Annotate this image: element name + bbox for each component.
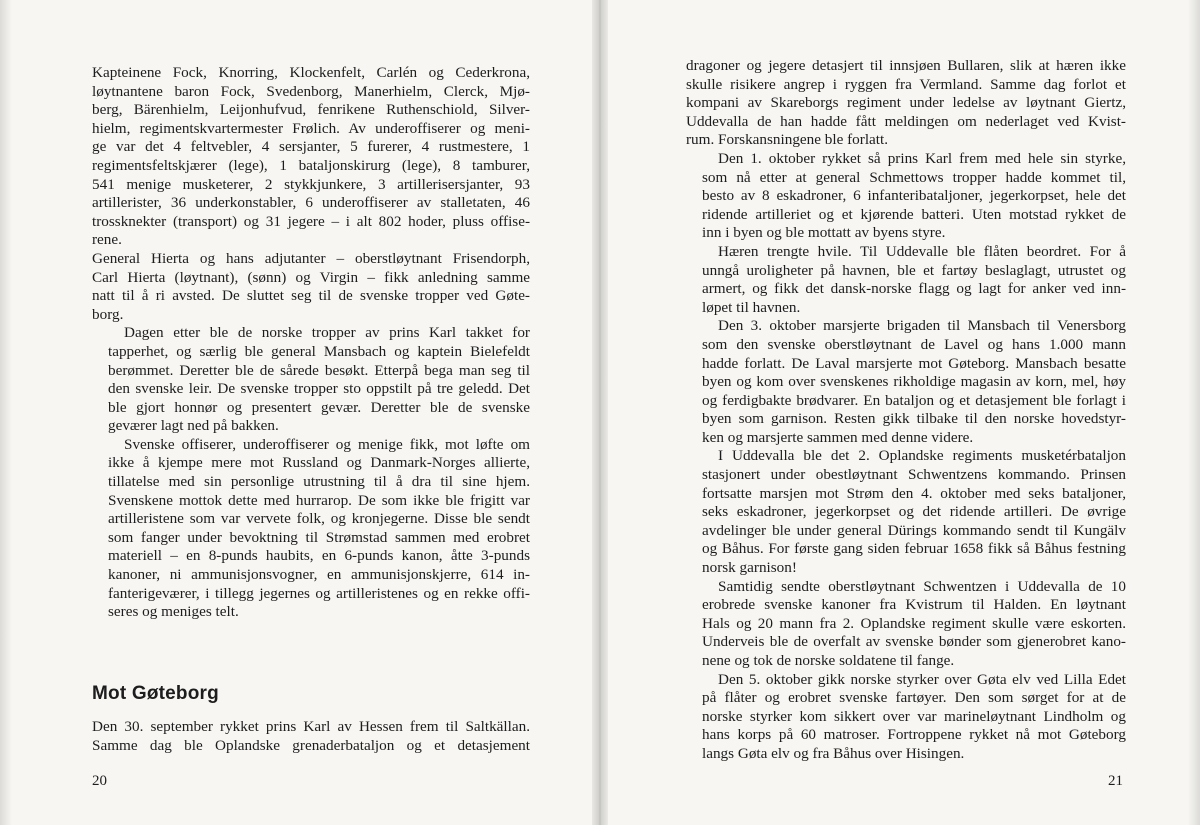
text-line: norsk garnison!	[702, 559, 797, 577]
text-line: byen som garnison. Resten gikk tilbake til den norske hovedstyr-	[702, 410, 1126, 428]
paragraph	[686, 447, 1126, 577]
paragraph	[92, 324, 530, 436]
text-line: Samme dag ble Oplandske grenaderbataljon og et detasjement	[92, 736, 530, 754]
text-line: på flåter og erobret svenske fartøyer. Den som sørget for at de	[702, 689, 1126, 707]
text-line: hans korps på 60 matroser. Fortroppene rykket nå mot Gøteborg	[702, 726, 1126, 744]
right-page	[600, 0, 1200, 825]
left-page-body-text	[92, 64, 530, 622]
paragraph	[686, 578, 1126, 671]
text-line: I Uddevalla ble det 2. Oplandske regiments musketérbataljon	[718, 447, 1126, 465]
text-line: Svenske offiserer, underoffiserer og menige fikk, mot løfte om	[124, 435, 530, 453]
text-line: ken og marsjerte sammen med denne videre.	[702, 428, 974, 446]
text-line: dragoner og jegere detasjert til innsjøen Bullaren, slik at hæren ikke	[686, 57, 1126, 74]
text-line: Samtidig sendte oberstløytnant Schwentzen i Uddevalla de 10	[718, 577, 1126, 595]
text-line: inn i byen og ble mottatt av byens styre.	[702, 224, 946, 242]
text-line: natt til å ri avsted. De sluttet seg til de svenske tropper ved Gøte-	[92, 287, 530, 305]
book-gutter	[592, 0, 608, 825]
page-edge-shadow	[0, 0, 12, 825]
paragraph	[686, 57, 1126, 150]
text-line: Carl Hierta (løytnant), (sønn) og Virgin – fikk anledning samme	[92, 268, 530, 286]
text-line: Dagen etter ble de norske tropper av prins Karl takket for	[124, 324, 530, 342]
text-line: kompani av Skareborgs regiment under ledelse av løytnant Giertz,	[686, 94, 1126, 112]
paragraph	[92, 250, 530, 324]
text-line: byen og kom over svenskenes rikholdige magasin av korn, mel, høy	[702, 373, 1126, 391]
text-line: Hæren trengte hvile. Til Uddevalle ble flåten beordret. For å	[718, 242, 1126, 260]
text-line: rum. Forskansningene ble forlatt.	[686, 131, 889, 149]
text-line: og ferdigbakte brødvarer. En bataljon og et detasjement ble forlagt i	[702, 391, 1126, 409]
text-line: ge var det 4 feltvebler, 4 sersjanter, 5 furerer, 4 rustmestere, 1	[92, 138, 530, 156]
text-line: stasjonert under obestløytnant Schwentzens kommando. Prinsen	[702, 466, 1126, 484]
text-line: langs Gøta elv og fra Båhus over Hisingen.	[702, 744, 965, 762]
text-line: hadde forlatt. De Laval marsjerte mot Gøteborg. Mansbach besatte	[702, 354, 1126, 372]
text-line: trossknekter (transport) og 31 jegere – i alt 802 hoder, pluss offise-	[92, 212, 530, 230]
text-line: General Hierta og hans adjutanter – oberstløytnant Frisendorph,	[92, 249, 530, 267]
text-line: rene.	[92, 231, 122, 249]
text-line: Kapteinene Fock, Knorring, Klockenfelt, Carlén og Cederkrona,	[92, 64, 530, 81]
paragraph	[92, 64, 530, 250]
text-line: regimentsfeltskjærer (lege), 1 bataljonskirurg (lege), 8 tamburer,	[92, 156, 530, 174]
text-line: erobrede svenske kanoner fra Kvistrum til Halden. En løytnant	[702, 596, 1126, 614]
text-line: berg, Bärenhielm, Leijonhufvud, fenrikene Ruthenschiold, Silver-	[92, 101, 530, 119]
text-line: som den svenske oberstløytnant de Lavel og hans 1.000 mann	[702, 335, 1126, 353]
text-line: ble gjort honnør og presentert gevær. Deretter ble de svenske	[108, 398, 530, 416]
page-number: 20	[92, 773, 107, 789]
text-line: fortsatte marsjen mot Strøm den 4. oktober med seks bataljoner,	[702, 484, 1126, 502]
right-page-body-text	[686, 57, 1126, 764]
text-line: Underveis ble de overfalt av svenske bønder som gjenerobret kano-	[702, 633, 1126, 651]
text-line: unngå uroligheter på havnen, ble et fartøy beslaglagt, utrustet og	[702, 261, 1126, 279]
text-line: hielm, regimentskvartermester Frølich. Av underoffiserer og meni-	[92, 119, 530, 137]
text-line: tillatelse med sin personlige utrustning til å dra til sine hjem.	[108, 473, 530, 491]
page-number: 21	[1108, 773, 1123, 789]
paragraph	[686, 150, 1126, 243]
text-line: som nå etter at general Schmettows tropper hadde kommet til,	[702, 168, 1126, 186]
text-line: geværer lagt ned på bakken.	[108, 417, 279, 435]
text-line: Den 1. oktober rykket så prins Karl frem med hele sin styrke,	[718, 149, 1126, 167]
text-line: løytnantene baron Fock, Svedenborg, Manerhielm, Clerck, Mjø-	[92, 82, 530, 100]
text-line: tapperhet, og særlig ble general Mansbach og kaptein Bielefeldt	[108, 342, 530, 360]
section-heading: Mot Gøteborg	[92, 683, 219, 704]
text-line: Den 3. oktober marsjerte brigaden til Mansbach til Venersborg	[718, 317, 1126, 335]
text-line: berømmet. Deretter ble de sårede besøkt. Etterpå bega man seg til	[108, 361, 530, 379]
paragraph	[686, 671, 1126, 764]
text-line: den svenske leir. De svenske tropper sto oppstilt på tre geledd. Det	[108, 380, 530, 398]
text-line: løpet til havnen.	[702, 298, 801, 316]
text-line: Hals og 20 mann fra 2. Oplandske regiment skulle være eskorten.	[702, 614, 1126, 632]
text-line: kanoner, ni ammunisjonsvogner, en ammunisjonskjerre, 614 in-	[108, 566, 530, 584]
paragraph	[92, 436, 530, 622]
text-line: artillerister, 36 underkonstabler, 6 underoffiserer av stalletaten, 46	[92, 194, 530, 212]
text-line: fanterigeværer, i tillegg jegernes og artilleristenes og en rekke offi-	[108, 584, 530, 602]
text-line: nene og tok de norske soldatene til fange.	[702, 652, 955, 669]
text-line: skulle risikere angrep i ryggen fra Vermland. Samme dag forlot et	[686, 75, 1126, 93]
text-line: besto av 8 eskadroner, 6 infanteribataljoner, jegerkorpset, hele det	[702, 187, 1126, 205]
text-line: som fanger under bevoktning til Strømstad sammen med erobret	[108, 528, 530, 546]
paragraph	[686, 243, 1126, 317]
text-line: seks eskadroner, jegerkorpset og det ridende artilleri. De øvrige	[702, 503, 1126, 521]
text-line: Den 5. oktober gikk norske styrker over Gøta elv ved Lilla Edet	[718, 670, 1126, 688]
paragraph	[92, 718, 530, 755]
text-line: norske styrker kom sikkert over var marineløytnant Lindholm og	[702, 707, 1126, 725]
text-line: Uddevalla de han hadde fått meldingen om nederlaget ved Kvist-	[686, 112, 1126, 130]
page-edge-shadow	[1188, 0, 1200, 825]
text-line: 541 menige musketerer, 2 stykkjunkere, 3 artillerisersjanter, 93	[92, 175, 530, 193]
paragraph	[686, 317, 1126, 447]
text-line: materiell – en 8-punds haubits, en 6-punds kanon, åtte 3-punds	[108, 547, 530, 565]
text-line: Svenskene mottok dette med hurrarop. De som ikke ble frigitt var	[108, 491, 530, 509]
text-line: Den 30. september rykket prins Karl av Hessen frem til Saltkällan.	[92, 718, 530, 735]
text-line: seres og meniges telt.	[108, 603, 239, 621]
text-line: ikke å kjempe mere mot Russland og Danmark-Norges allierte,	[108, 454, 530, 472]
text-line: borg.	[92, 305, 124, 323]
text-line: og Båhus. For første gang siden februar 1658 fikk så Båhus festning	[702, 540, 1126, 558]
section-body-text	[92, 718, 530, 755]
text-line: artilleristene som var vervete folk, og kronjegerne. Disse ble sendt	[108, 510, 530, 528]
text-line: armert, og fikk det dansk-norske flagg og lagt for anker ved inn-	[702, 280, 1126, 298]
text-line: ridende artilleriet og et kjørende batteri. Uten motstad rykket de	[702, 205, 1126, 223]
text-line: avdelinger ble under general Dürings kommando sendt til Kungälv	[702, 521, 1126, 539]
